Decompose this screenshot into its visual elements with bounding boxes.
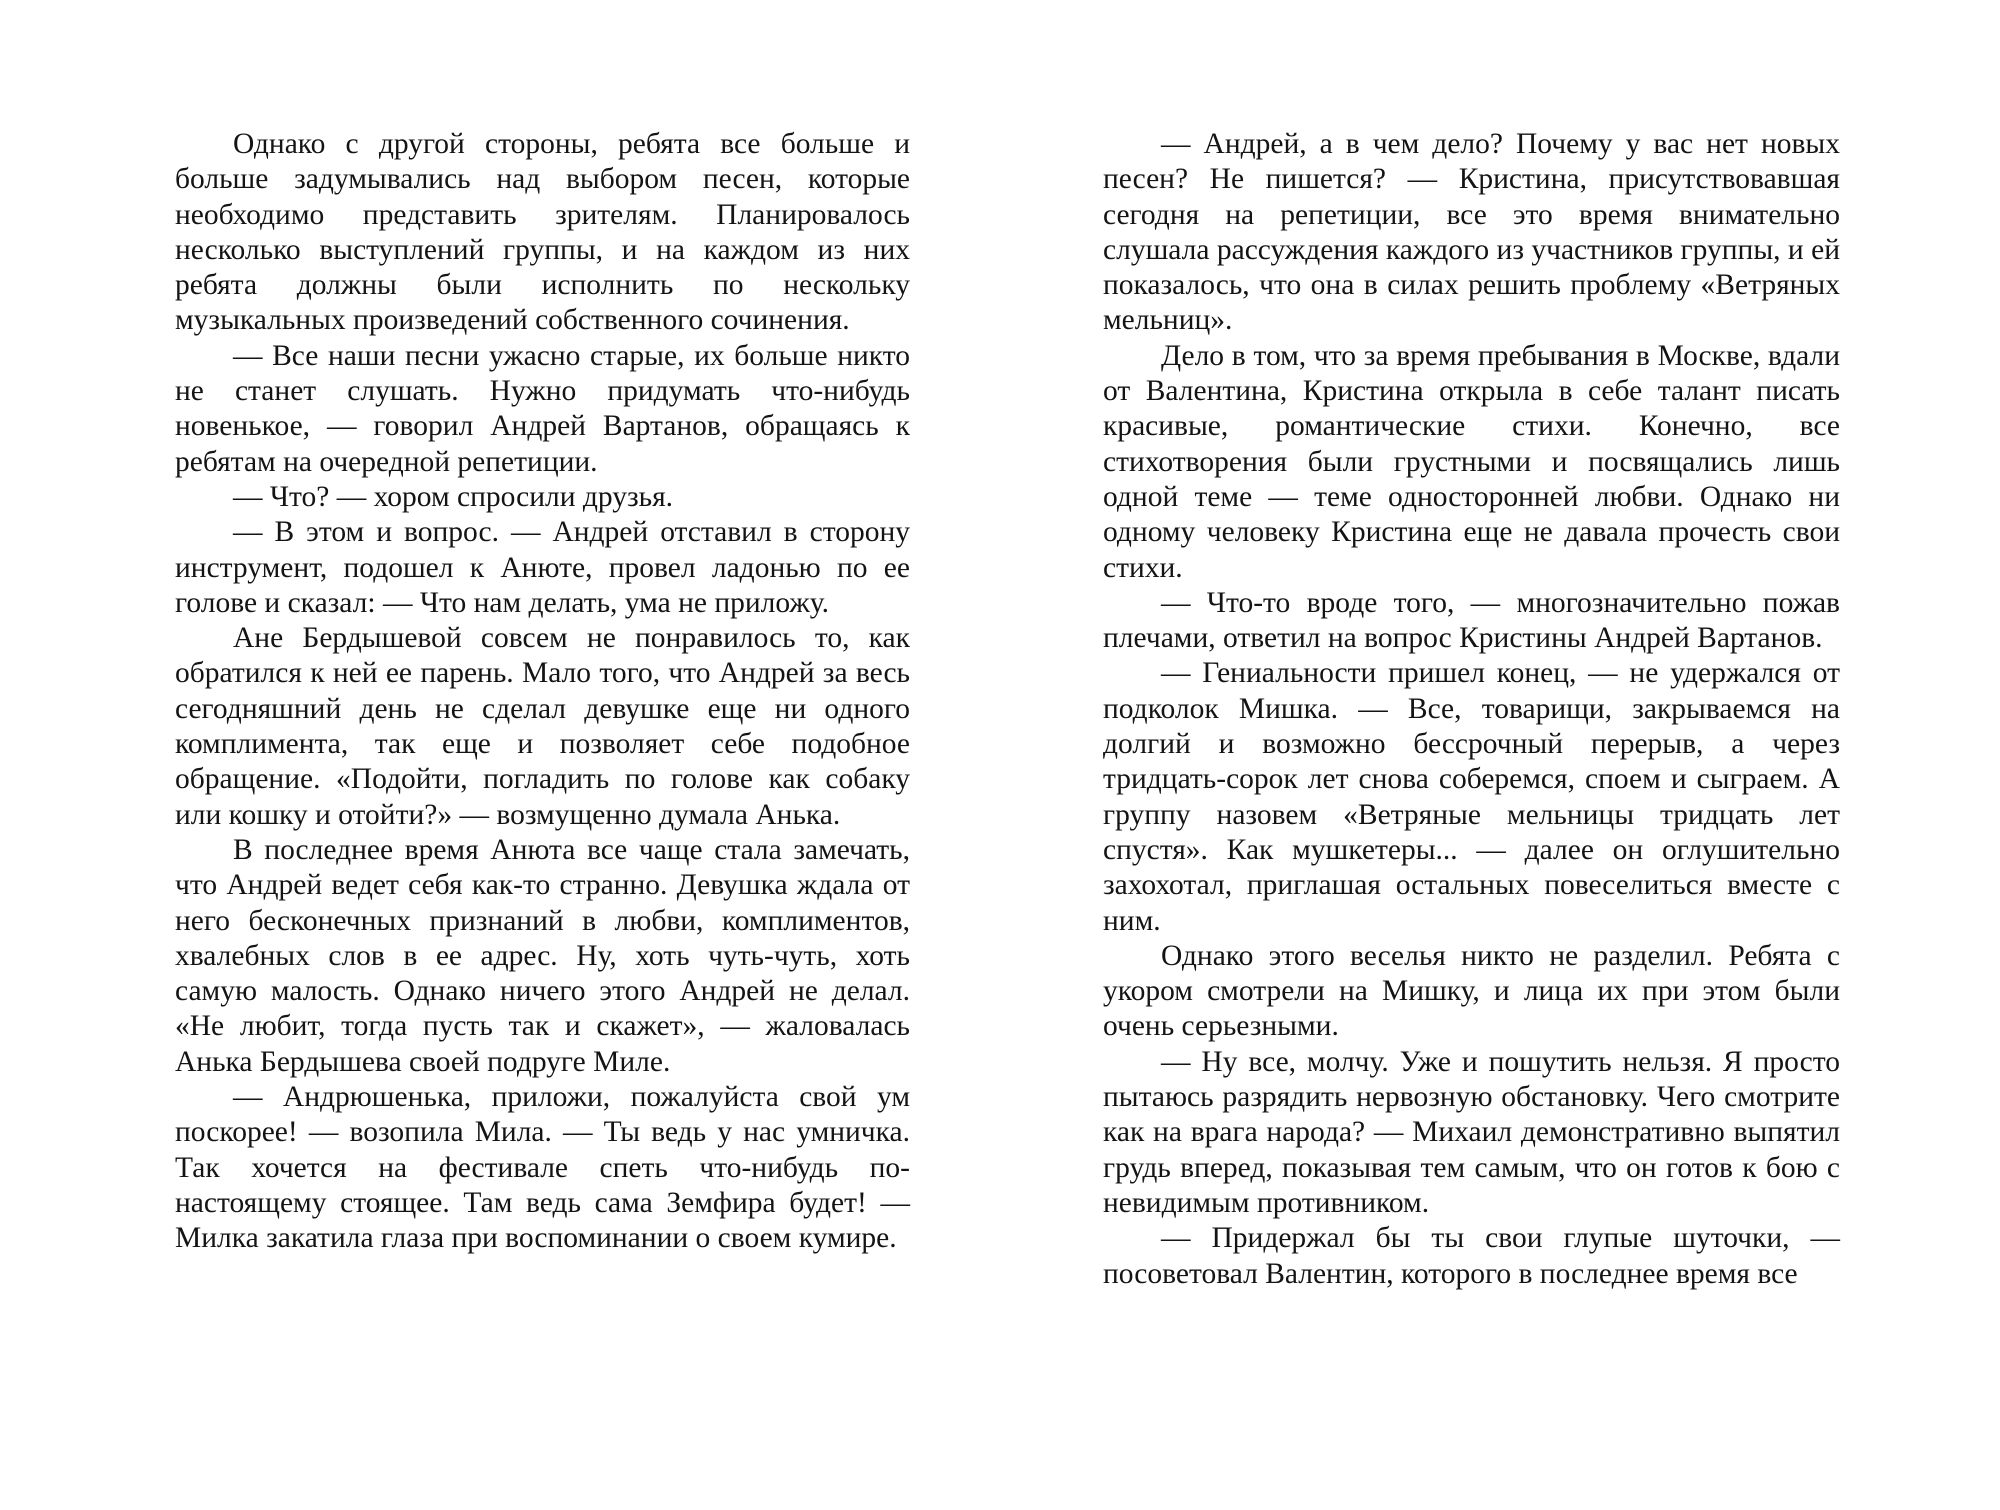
paragraph: — Андрюшенька, приложи, пожалуйста свой ум поскорее! — возопила Мила. — Ты ведь у нас умничка. Так хочется на фестивале спеть что-нибудь по-настоящему стоящее. Там ведь сама Земфира будет! — Милка закатила глаза при воспоминании о своем кумире. xyxy=(175,1081,910,1255)
paragraph: Однако с другой стороны, ребята все больше и больше задумывались над выбором песен, которые необходимо представить зрителям. Планировалось несколько выступлений группы, и на каждом из них ребята должны были исполнить по нескольку музыкальных произведений собственного сочинения. xyxy=(175,128,910,337)
paragraph: — Что? — хором спросили друзья. xyxy=(233,480,674,513)
paragraph: Дело в том, что за время пребывания в Москве, вдали от Валентина, Кристина открыла в себе талант писать красивые, романтические стихи. Конечно, все стихотворения были грустными и посвящались лишь одной теме — теме односторонней любви. Однако ни одному человеку Кристина еще не давала прочесть свои стихи. xyxy=(1103,339,1840,584)
paragraph: — Гениальности пришел конец, — не удержался от подколок Мишка. — Все, товарищи, закрываемся на долгий и возможно бессрочный перерыв, а через тридцать-сорок лет снова соберемся, споем и сыграем. А группу назовем «Ветряные мельницы тридцать лет спустя». Как мушкетеры... — далее он оглушительно захохотал, приглашая остальных повеселиться вместе с ним. xyxy=(1103,657,1840,937)
paragraph: — Все наши песни ужасно старые, их больше никто не станет слушать. Нужно придумать что-нибудь новенькое, — говорил Андрей Вартанов, обращаясь к ребятам на очередной репетиции. xyxy=(175,339,910,478)
paragraph: — Ну все, молчу. Уже и пошутить нельзя. Я просто пытаюсь разрядить нервозную обстановку. Чего смотрите как на врага народа? — Михаил демонстративно выпятил грудь вперед, показывая тем самым, что он готов к бою с невидимым противником. xyxy=(1103,1045,1840,1219)
right-page xyxy=(1103,127,1840,1292)
left-page xyxy=(175,127,910,1257)
paragraph: Однако этого веселья никто не разделил. Ребята с укором смотрели на Мишку, и лица их при этом были очень серьезными. xyxy=(1103,939,1840,1043)
paragraph: — В этом и вопрос. — Андрей отставил в сторону инструмент, подошел к Анюте, провел ладонью по ее голове и сказал: — Что нам делать, ума не приложу. xyxy=(175,516,910,619)
paragraph: В последнее время Анюта все чаще стала замечать, что Андрей ведет себя как-то странно. Девушка ждала от него бесконечных признаний в любви, комплиментов, хвалебных слов в ее адрес. Ну, хоть чуть-чуть, хоть самую малость. Однако ничего этого Андрей не делал. «Не любит, тогда пусть так и скажет», — жаловалась Анька Бердышева своей подруге Миле. xyxy=(175,833,910,1078)
paragraph: — Придержал бы ты свои глупые шуточки, — посоветовал Валентин, которого в последнее время все xyxy=(1103,1222,1840,1290)
paragraph: Ане Бердышевой совсем не понравилось то, как обратился к ней ее парень. Мало того, что Андрей за весь сегодняшний день не сделал девушке еще ни одного комплимента, так еще и позволяет себе подобное обращение. «Подойти, погладить по голове как собаку или кошку и отойти?» — возмущенно думала Анька. xyxy=(175,622,910,831)
paragraph: — Что-то вроде того, — многозначительно пожав плечами, ответил на вопрос Кристины Андрей Вартанов. xyxy=(1103,586,1840,655)
paragraph: — Андрей, а в чем дело? Почему у вас нет новых песен? Не пишется? — Кристина, присутствовавшая сегодня на репетиции, все это время внимательно слушала рассуждения каждого из участников группы, и ей показалось, что она в силах решить проблему «Ветряных мельниц». xyxy=(1103,128,1840,337)
